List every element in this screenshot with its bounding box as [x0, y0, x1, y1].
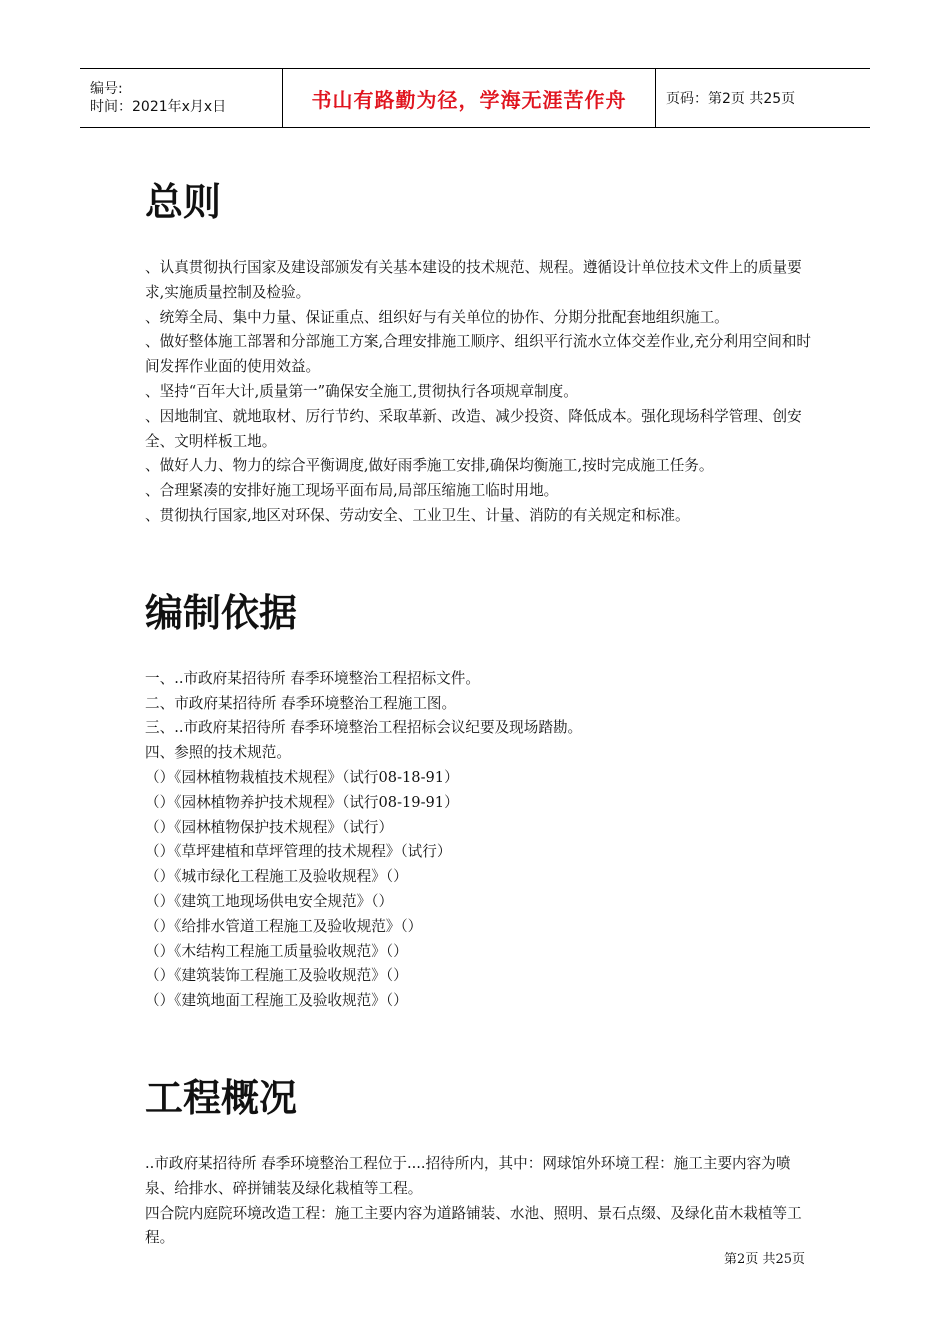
header-motto-cell	[282, 69, 656, 127]
page-footer: 第2页 共25页	[724, 1252, 805, 1267]
list-item: （）《建筑装饰工程施工及验收规范》（）	[145, 967, 408, 985]
list-item: （）《建筑工地现场供电安全规范》（）	[145, 892, 394, 910]
section-title-general: 总则	[145, 180, 222, 224]
paragraph: 、坚持“百年大计,质量第一”确保安全施工,贯彻执行各项规章制度。	[145, 382, 578, 400]
list-item: （）《草坪建植和草坪管理的技术规程》（试行）	[145, 843, 452, 861]
list-item: （）《建筑地面工程施工及验收规范》（）	[145, 992, 408, 1010]
section-title-basis: 编制依据	[145, 590, 298, 635]
list-item: （）《园林植物养护技术规程》（试行08-19-91）	[145, 793, 459, 811]
paragraph: 、做好整体施工部署和分部施工方案,合理安排施工顺序、组织平行流水立体交差作业,充分利用空间和时间发挥作业面的使用效益。	[145, 333, 812, 376]
header-time-label: 时间：2021年x月x日	[90, 99, 227, 115]
section-basis-body	[145, 667, 815, 1014]
list-item: 二、市政府某招待所 春季环境整治工程施工图。	[145, 694, 457, 712]
list-item: （）《园林植物栽植技术规程》（试行08-18-91）	[145, 768, 459, 786]
paragraph: ..市政府某招待所 春季环境整治工程位于....招待所内，其中：网球馆外环境工程：施工主要内容为喷泉、给排水、碎拼铺装及绿化栽植等工程。	[145, 1154, 791, 1197]
section-overview-body	[145, 1152, 815, 1251]
paragraph: 四合院内庭院环境改造工程：施工主要内容为道路铺装、水池、照明、景石点缀、及绿化苗木栽植等工程。	[145, 1204, 802, 1247]
list-item: 一、..市政府某招待所 春季环境整治工程招标文件。	[145, 669, 480, 687]
list-item: 三、..市政府某招待所 春季环境整治工程招标会议纪要及现场踏勘。	[145, 719, 583, 737]
list-item: （）《给排水管道工程施工及验收规范》（）	[145, 917, 423, 935]
list-item: （）《木结构工程施工质量验收规范》（）	[145, 942, 408, 960]
list-item: 四、参照的技术规范。	[145, 744, 291, 762]
paragraph: 、合理紧凑的安排好施工现场平面布局,局部压缩施工临时用地。	[145, 482, 559, 500]
header-motto: 书山有路勤为径，学海无涯苦作舟	[311, 87, 627, 112]
document-body	[145, 150, 815, 1251]
header-page-cell	[656, 69, 870, 127]
header-page-label: 页码：第2页 共25页	[666, 91, 796, 107]
list-item: （）《园林植物保护技术规程》（试行）	[145, 818, 394, 836]
paragraph: 、统筹全局、集中力量、保证重点、组织好与有关单位的协作、分期分批配套地组织施工。	[145, 308, 729, 326]
page-header	[80, 68, 870, 128]
header-code-label: 编号:	[90, 81, 123, 97]
paragraph: 、因地制宜、就地取材、厉行节约、采取革新、改造、减少投资、降低成本。强化现场科学管理、创安全、文明样板工地。	[145, 407, 802, 450]
list-item: （）《城市绿化工程施工及验收规程》（）	[145, 868, 408, 886]
paragraph: 、贯彻执行国家,地区对环保、劳动安全、工业卫生、计量、消防的有关规定和标准。	[145, 506, 690, 524]
paragraph: 、认真贯彻执行国家及建设部颁发有关基本建设的技术规范、规程。遵循设计单位技术文件上的质量要求,实施质量控制及检验。	[145, 259, 802, 301]
paragraph: 、做好人力、物力的综合平衡调度,做好雨季施工安排,确保均衡施工,按时完成施工任务。	[145, 457, 714, 475]
section-title-overview: 工程概况	[145, 1075, 298, 1120]
section-general-body	[145, 256, 815, 529]
header-left-cell	[80, 69, 282, 127]
